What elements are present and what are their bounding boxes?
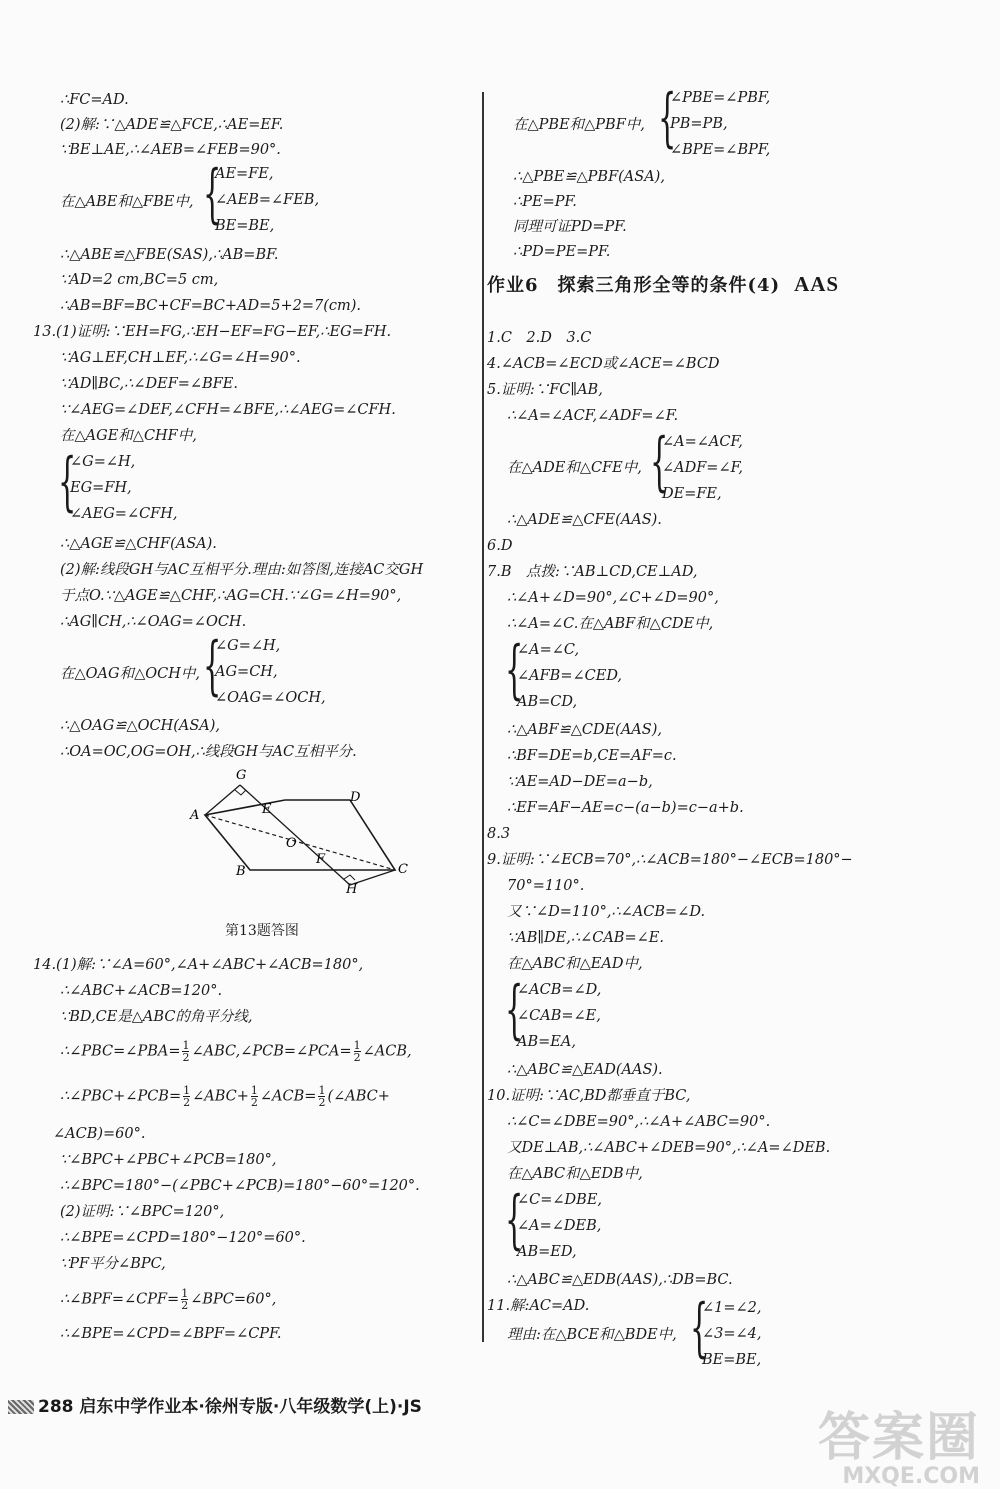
text-line: ∵∠AEG=∠DEF,∠CFH=∠BFE,∴∠AEG=∠CFH.: [60, 402, 396, 418]
text-line: 5.证明:∵FC∥AB,: [487, 382, 603, 398]
text-line: 6.D: [487, 538, 513, 554]
text-line: ∴∠BPE=∠CPD=∠BPF=∠CPF.: [60, 1326, 282, 1342]
text-line: ∴PD=PE=PF.: [513, 244, 611, 260]
text-line: (2)证明:∵∠BPC=120°,: [60, 1204, 225, 1220]
text-line: 又∵∠D=110°,∴∠ACB=∠D.: [507, 904, 706, 920]
text-line: ∵∠BPC+∠PBC+∠PCB=180°,: [60, 1152, 277, 1168]
text-line: ∴△ABF≌△CDE(AAS),: [507, 722, 662, 738]
text-line: 在△ABE和△FBE中,: [60, 194, 194, 210]
right-angle-g: [235, 790, 246, 795]
text-line: ∴△ABC≌△EAD(AAS).: [507, 1062, 663, 1078]
text-line: ∵AD∥BC,∴∠DEF=∠BFE.: [60, 376, 238, 392]
text-line: 9.证明:∵∠ECB=70°,∴∠ACB=180°−∠ECB=180°−: [487, 852, 853, 868]
text-line: ∴△ADE≌△CFE(AAS).: [507, 512, 662, 528]
text-line: 13.(1)证明:∵EH=FG,∴EH−EF=FG−EF,∴EG=FH.: [33, 324, 392, 340]
text-line: ∴△OAG≌△OCH(ASA),: [60, 718, 221, 734]
text-line: 14.(1)解:∵∠A=60°,∠A+∠ABC+∠ACB=180°,: [33, 957, 364, 973]
text-line: 在△AGE和△CHF中,: [60, 428, 197, 444]
text-line: ∴∠A=∠ACF,∠ADF=∠F.: [507, 408, 679, 424]
text-line: ∴OA=OC,OG=OH,∴线段GH与AC互相平分.: [60, 744, 357, 760]
text-line: 在△ADE和△CFE中,: [507, 460, 642, 476]
text-line: ∴BF=DE=b,CE=AF=c.: [507, 748, 677, 764]
text-line: ∴PE=PF.: [513, 194, 577, 210]
label-d: D: [350, 790, 361, 805]
segment-ag: [205, 785, 240, 815]
label-g: G: [236, 768, 247, 783]
text-line: 又DE⊥AB,∴∠ABC+∠DEB=90°,∴∠A=∠DEB.: [507, 1140, 831, 1156]
text-line: 4.∠ACB=∠ECD或∠ACE=∠BCD: [487, 356, 720, 372]
label-b: B: [236, 864, 246, 879]
text-line: ∵BD,CE是△ABC的角平分线,: [60, 1009, 253, 1025]
label-f: F: [316, 852, 326, 867]
text-line: ∴△ABC≌△EDB(AAS),∴DB=BC.: [507, 1272, 733, 1288]
text-line: (2)解:∵△ADE≌△FCE,∴AE=EF.: [60, 117, 284, 133]
publisher-logo-icon: [8, 1400, 34, 1414]
text-line: (2)解:线段GH与AC互相平分.理由:如答图,连接AC交GH: [60, 562, 424, 578]
column-divider: [482, 92, 484, 1342]
section-heading: 作业6 探索三角形全等的条件(4) AAS: [487, 272, 840, 296]
text-line: ∴∠BPE=∠CPD=180°−120°=60°.: [60, 1230, 306, 1246]
text-line-fraction: ∴∠PBC+∠PCB= $\frac{1}{2}$ ∠ABC+ $\frac{1}{2}$ ∠ACB= $\frac{1}{2}$ (∠ABC+: [60, 1084, 390, 1109]
text-line: ∴FC=AD.: [60, 92, 129, 108]
book-title: 启东中学作业本·徐州专版·八年级数学(上)·JS: [79, 1397, 422, 1417]
text-line: 在△ABC和△EDB中,: [507, 1166, 643, 1182]
text-line: ∵AB∥DE,∴∠CAB=∠E.: [507, 930, 664, 946]
text-line: ∵AD=2 cm,BC=5 cm,: [60, 272, 219, 288]
right-angle-h: [344, 875, 355, 880]
text-line: ∴AG∥CH,∴∠OAG=∠OCH.: [60, 614, 247, 630]
diagonal-ac: [205, 815, 395, 870]
text-line: ∴△ABE≌△FBE(SAS),∴AB=BF.: [60, 247, 279, 263]
page-number: 288: [38, 1397, 74, 1417]
text-line: ∴∠C=∠DBE=90°,∴∠A+∠ABC=90°.: [507, 1114, 771, 1130]
text-line: 10.证明:∵AC,BD都垂直于BC,: [487, 1088, 691, 1104]
text-line: 7.B 点拨:∵AB⊥CD,CE⊥AD,: [487, 564, 698, 580]
text-line: ∠ACB)=60°.: [53, 1126, 146, 1142]
text-line: 在△OAG和△OCH中,: [60, 666, 200, 682]
text-line: ∵AE=AD−DE=a−b,: [507, 774, 653, 790]
text-line: 理由:在△BCE和△BDE中,: [507, 1327, 677, 1343]
text-line: ∴∠A+∠D=90°,∠C+∠D=90°,: [507, 590, 719, 606]
text-line: ∴∠BPC=180°−(∠PBC+∠PCB)=180°−60°=120°.: [60, 1178, 420, 1194]
geometry-figure: [170, 765, 420, 895]
text-line: 11.解:AC=AD.: [487, 1298, 590, 1314]
text-line: 同理可证PD=PF.: [513, 219, 627, 235]
text-line: 1.C 2.D 3.C: [487, 330, 592, 346]
label-a: A: [190, 808, 200, 823]
text-line: ∴∠A=∠C.在△ABF和△CDE中,: [507, 616, 714, 632]
text-line: ∴△AGE≌△CHF(ASA).: [60, 536, 217, 552]
figure-caption: 第13题答图: [225, 923, 299, 939]
text-line: ∴EF=AF−AE=c−(a−b)=c−a+b.: [507, 800, 744, 816]
text-line: ∴△PBE≌△PBF(ASA),: [513, 169, 665, 185]
text-line: 于点O.∵△AGE≌△CHF,∴AG=CH.∵∠G=∠H=90°,: [60, 588, 402, 604]
trapezoid-abcd: [205, 800, 395, 870]
text-line: ∴AB=BF=BC+CF=BC+AD=5+2=7(cm).: [60, 298, 362, 314]
text-line: 70°=110°.: [507, 878, 585, 894]
label-o: O: [286, 836, 297, 851]
text-line: 在△ABC和△EAD中,: [507, 956, 643, 972]
watermark: 答案圈 MXQE.COM: [817, 1408, 980, 1489]
page-footer: [8, 1392, 422, 1417]
text-line: ∵BE⊥AE,∴∠AEB=∠FEB=90°.: [60, 142, 281, 158]
text-line-fraction: ∴∠BPF=∠CPF= $\frac{1}{2}$ ∠BPC=60°,: [60, 1287, 277, 1312]
label-c: C: [398, 862, 408, 877]
text-line: 8.3: [487, 826, 511, 842]
text-line: 在△PBE和△PBF中,: [513, 117, 645, 133]
label-e: E: [262, 802, 272, 817]
text-line: ∵AG⊥EF,CH⊥EF,∴∠G=∠H=90°.: [60, 350, 301, 366]
label-h: H: [346, 882, 358, 895]
text-line: ∴∠ABC+∠ACB=120°.: [60, 983, 223, 999]
text-line: ∵PF平分∠BPC,: [60, 1256, 166, 1272]
text-line-fraction: ∴∠PBC=∠PBA= $\frac{1}{2}$ ∠ABC,∠PCB=∠PCA= $\frac{1}{2}$ ∠ACB,: [60, 1039, 412, 1064]
